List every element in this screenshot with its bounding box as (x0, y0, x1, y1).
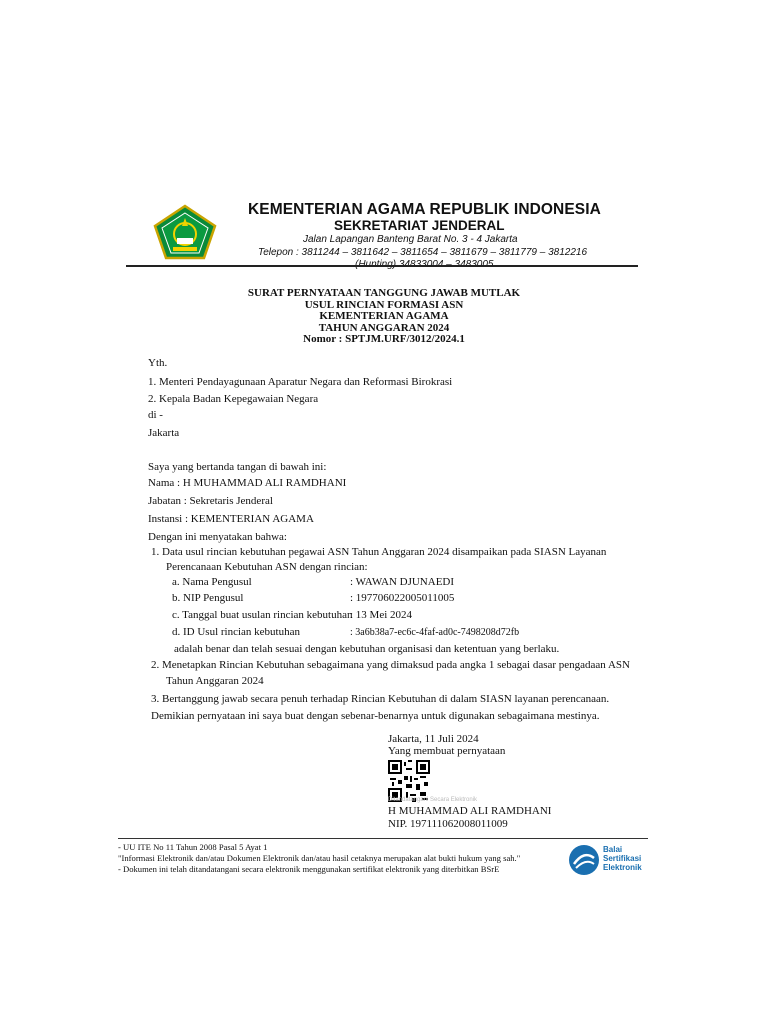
heading-line-3: KEMENTERIAN AGAMA (319, 310, 449, 322)
heading-line-4: TAHUN ANGGARAN 2024 (318, 321, 450, 334)
point-2-line-2: Tahun Anggaran 2024 (166, 675, 264, 687)
footer-note: - Dokumen ini telah ditandatangani secara elektronik menggunakan sertifikat elektronik yang diterbitkan BSrE (118, 864, 500, 874)
intro-text: Saya yang bertanda tangan di bawah ini: (148, 461, 327, 473)
bsre-line-3: Elektronik (603, 863, 642, 872)
document-number: Nomor : SPTJM.URF/3012/2024.1 (303, 333, 465, 345)
signer-name: H MUHAMMAD ALI RAMDHANI (388, 805, 552, 817)
point-1-line-1: 1. Data usul rincian kebutuhan pegawai ASN Tahun Anggaran 2024 disampaikan pada SIASN Layanan (151, 546, 607, 558)
di-label: di - (148, 409, 163, 421)
point-1-after: adalah benar dan telah sesuai dengan kebutuhan organisasi dan ketentuan yang berlaku. (174, 643, 560, 655)
city-label: Jakarta (148, 427, 180, 439)
address-line: Jalan Lapangan Banteng Barat No. 3 - 4 Jakarta (303, 234, 518, 245)
heading-line-1: SURAT PERNYATAAN TANGGUNG JAWAB MUTLAK (247, 287, 521, 299)
unit-name: SEKRETARIAT JENDERAL (334, 218, 505, 233)
signature-place-date: Jakarta, 11 Juli 2024 (388, 733, 479, 745)
footer-law: - UU ITE No 11 Tahun 2008 Pasal 5 Ayat 1 (118, 842, 268, 852)
point-1-line-2: Perencanaan Kebutuhan ASN dengan rincian: (166, 561, 368, 573)
bsre-logo-icon (568, 844, 600, 876)
signer-nip: NIP. 197111062008011009 (388, 818, 508, 830)
ministry-logo (153, 204, 217, 260)
qr-code (388, 760, 430, 802)
ministry-name: KEMENTERIAN AGAMA REPUBLIK INDONESIA (248, 201, 601, 218)
closing-statement: Demikian pernyataan ini saya buat dengan sebenar-benarnya untuk digunakan sebagaimana mestinya. (151, 710, 600, 722)
declaration-intro: Dengan ini menyatakan bahwa: (148, 531, 287, 543)
signature-role: Yang membuat pernyataan (388, 745, 506, 757)
detail-value-d: : 3a6b38a7-ec6c-4faf-ad0c-7498208d72fb (350, 627, 520, 638)
detail-label-b: b. NIP Pengusul (172, 592, 244, 604)
detail-label-c: c. Tanggal buat usulan rincian kebutuhan (172, 609, 353, 621)
detail-value-b: : 197706022005011005 (350, 592, 455, 604)
phone-line: Telepon : 3811244 – 3811642 – 3811654 – 3811679 – 3811779 – 3812216 (258, 247, 588, 258)
point-2-line-1: 2. Menetapkan Rincian Kebutuhan sebagaimana yang dimaksud pada angka 1 sebagai dasar pengadaan ASN (151, 659, 630, 671)
bsre-logo-text (603, 845, 642, 872)
signer-agency-field: Instansi : KEMENTERIAN AGAMA (148, 513, 314, 525)
point-3: 3. Bertanggung jawab secara penuh terhadap Rincian Kebutuhan di dalam SIASN layanan perencanaan. (151, 693, 610, 705)
footer-quote: "Informasi Elektronik dan/atau Dokumen Elektronik dan/atau hasil cetaknya merupakan alat bukti hukum yang sah." (118, 853, 521, 863)
footer-divider (118, 838, 648, 839)
letterhead-divider (126, 265, 638, 267)
yth-label: Yth. (148, 357, 168, 369)
bsre-line-2: Sertifikasi (603, 854, 642, 863)
signer-position-field: Jabatan : Sekretaris Jenderal (148, 495, 273, 507)
detail-label-d: d. ID Usul rincian kebutuhan (172, 626, 300, 638)
addressee-2: 2. Kepala Badan Kepegawaian Negara (148, 393, 319, 405)
signer-name-field: Nama : H MUHAMMAD ALI RAMDHANI (148, 477, 347, 489)
detail-label-a: a. Nama Pengusul (172, 576, 252, 588)
bsre-line-1: Balai (603, 845, 623, 854)
detail-value-a: : WAWAN DJUNAEDI (350, 576, 455, 588)
detail-value-c: : 13 Mei 2024 (350, 609, 413, 621)
addressee-1: 1. Menteri Pendayagunaan Aparatur Negara dan Reformasi Birokrasi (148, 376, 453, 388)
e-sign-note: Ditandatangani Secara Elektronik (388, 797, 478, 803)
document-heading (0, 288, 768, 346)
heading-line-2: USUL RINCIAN FORMASI ASN (304, 298, 464, 311)
